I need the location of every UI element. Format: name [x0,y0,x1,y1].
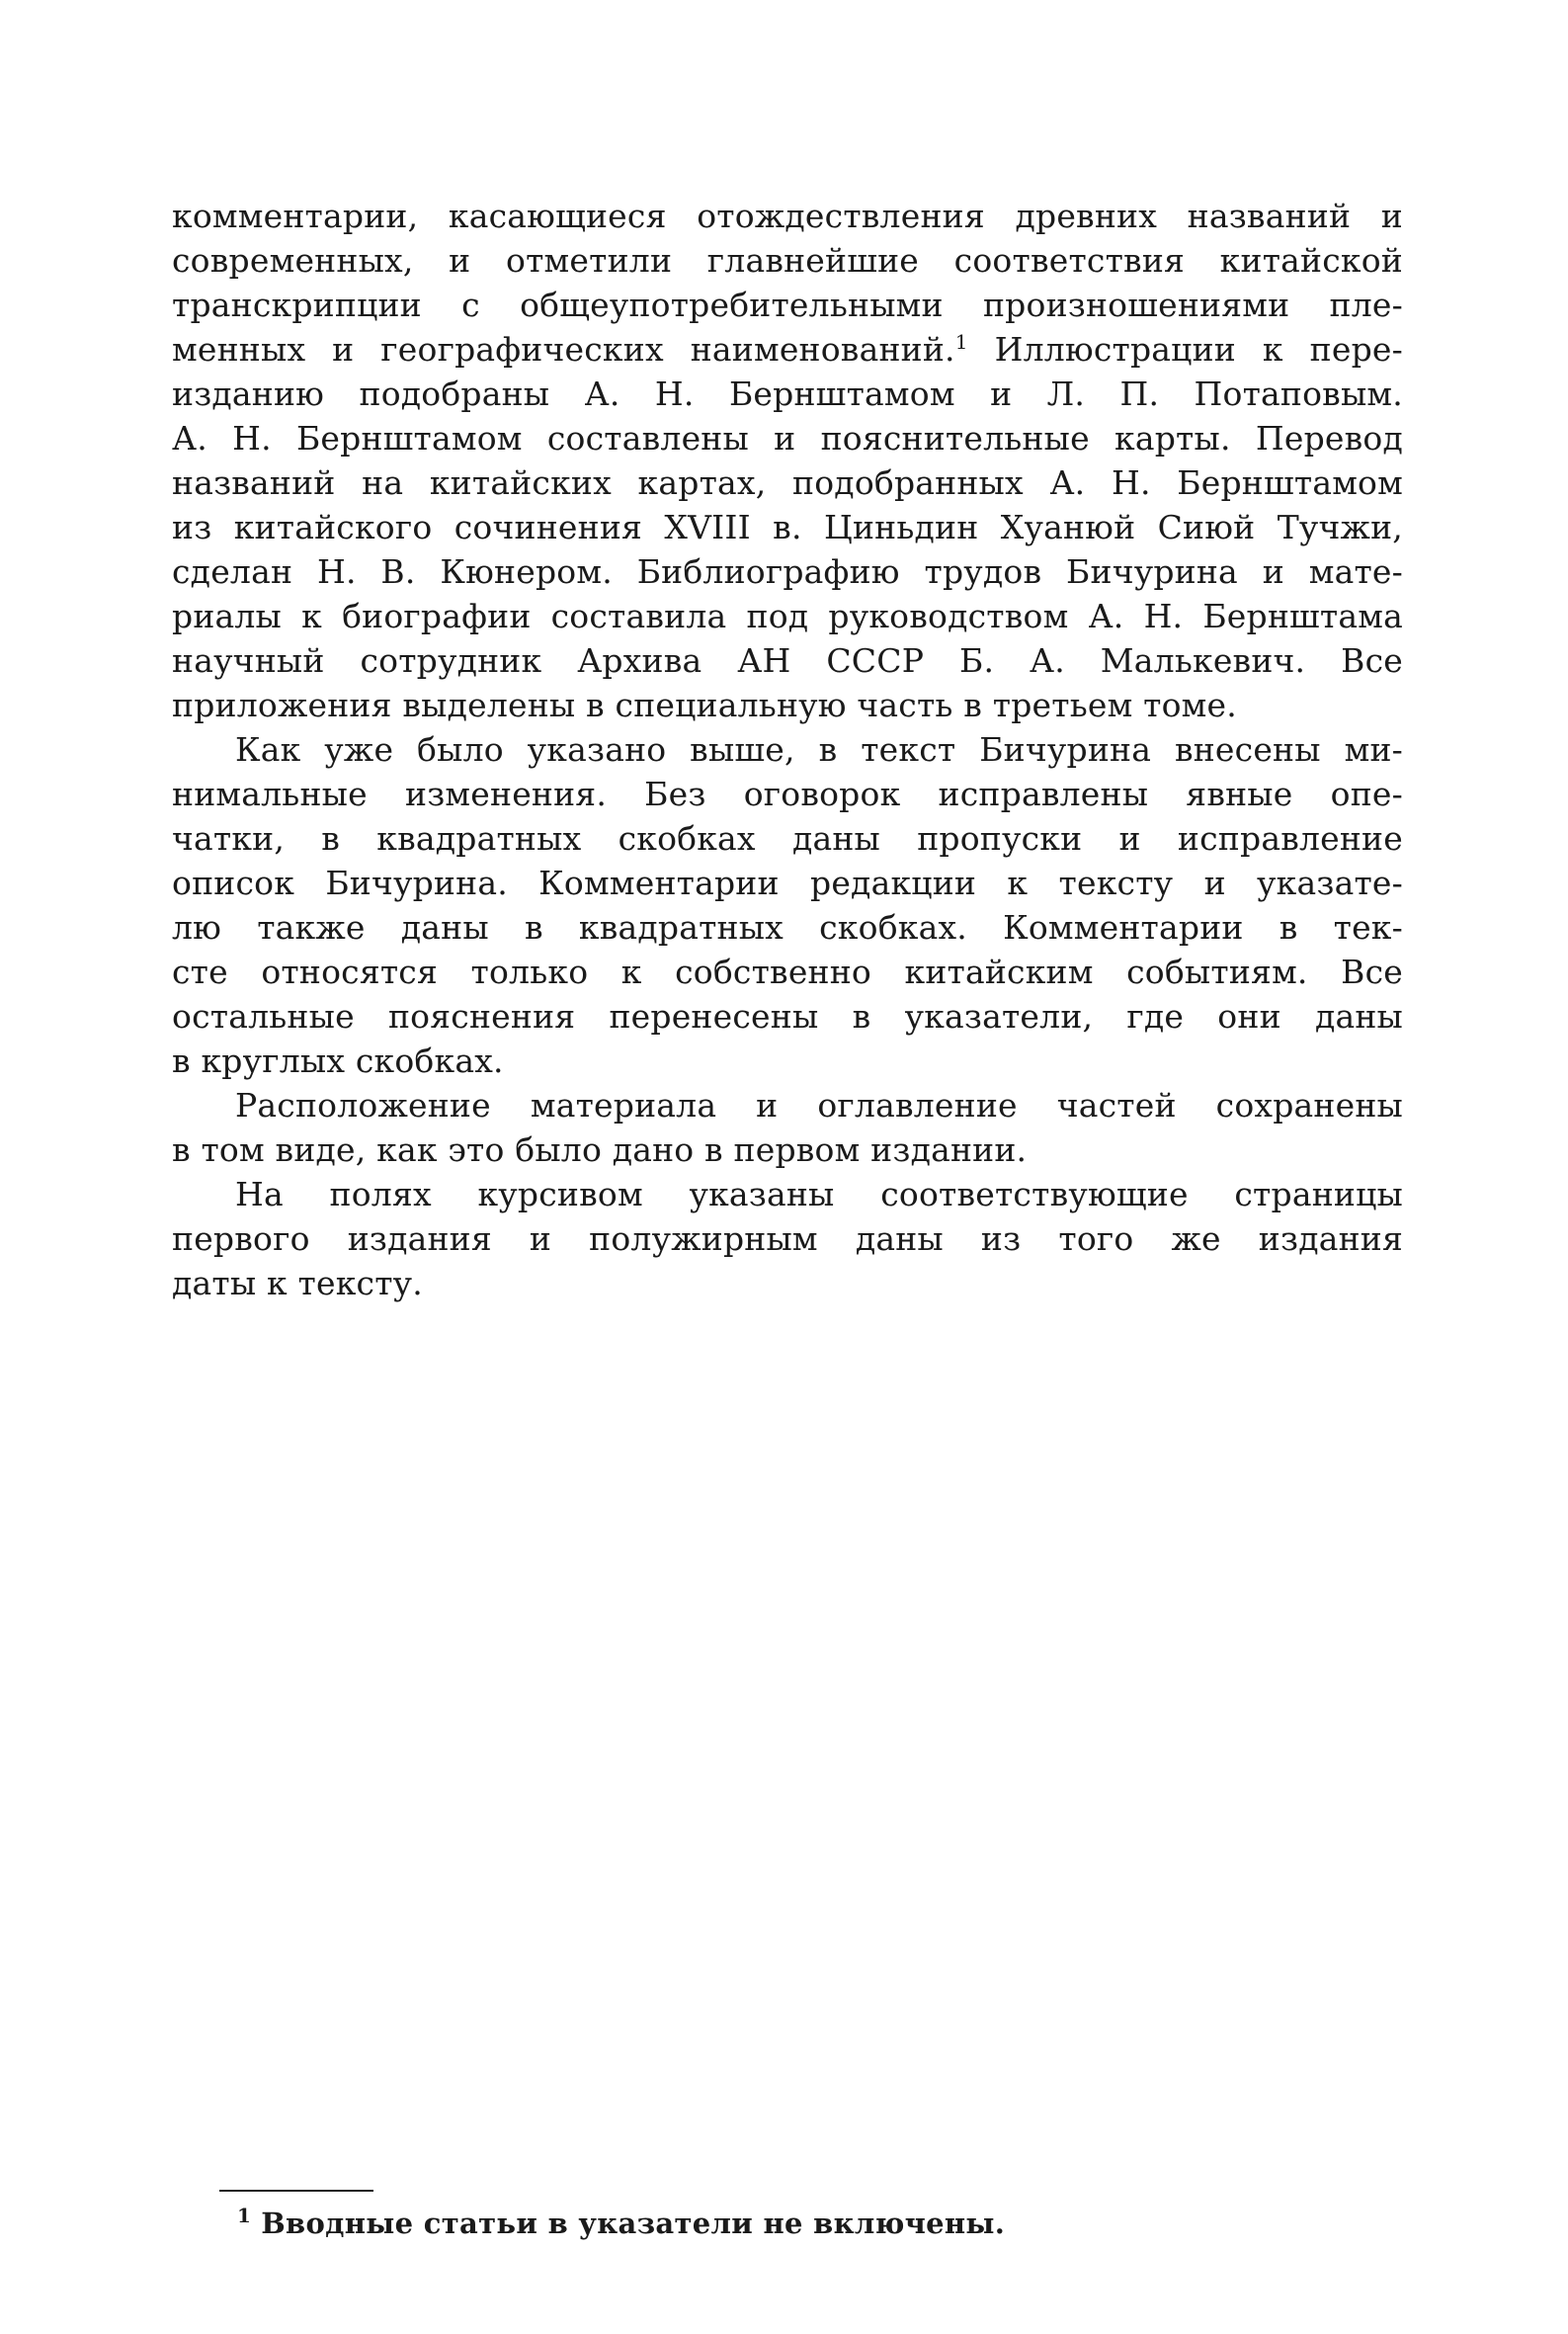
paragraph-2 [172,727,1403,1083]
text-line-with-footnote-ref [172,327,1403,372]
text-line: изданию подобраны А. Н. Бернштамом и Л. П. Потаповым. [172,375,1403,413]
text-line: первого издания и полужирным даны из того же издания [172,1219,1403,1258]
text-segment: Иллюстрации к пере- [967,330,1403,369]
text-line: остальные пояснения перенесены в указатели, где они даны [172,997,1403,1036]
text-line: описок Бичурина. Комментарии редакции к тексту и указате- [172,864,1403,902]
text-line: из китайского сочинения XVIII в. Циньдин Хуанюй Сиюй Тучжи, [172,508,1403,546]
text-line: названий на китайских картах, подобранных А. Н. Бернштамом [172,463,1403,502]
paragraph-3 [172,1083,1403,1172]
footnote-mark: 1 [237,2204,252,2228]
text-line: в круглых скобках. [172,1042,504,1080]
text-line: нимальные изменения. Без оговорок исправлены явные опе- [172,775,1403,813]
text-line: Расположение материала и оглавление частей сохранены [235,1086,1403,1125]
text-line: лю также даны в квадратных скобках. Комментарии в тек- [172,908,1403,947]
footnote [237,2204,1005,2243]
text-line: даты к тексту. [172,1264,423,1302]
text-segment: менных и географических наименований. [172,330,955,369]
body-text [172,194,1403,1305]
paragraph-4 [172,1172,1403,1305]
text-line: транскрипции с общеупотребительными произношениями пле- [172,286,1403,324]
text-line: современных, и отметили главнейшие соответствия китайской [172,241,1403,280]
footnote-ref[interactable]: 1 [954,330,968,354]
text-line: научный сотрудник Архива АН СССР Б. А. Малькевич. Все [172,641,1403,680]
text-line: комментарии, касающиеся отождествления древних названий и [172,197,1403,235]
text-line: А. Н. Бернштамом составлены и пояснительные карты. Перевод [172,419,1403,458]
text-line: приложения выделены в специальную часть в третьем томе. [172,686,1237,724]
text-line: в том виде, как это было дано в первом издании. [172,1130,1028,1169]
footnote-text: Вводные статьи в указатели не включены. [261,2207,1006,2240]
text-line: сделан Н. В. Кюнером. Библиографию трудов Бичурина и мате- [172,552,1403,591]
text-line: чатки, в квадратных скобках даны пропуски и исправление [172,819,1403,858]
text-line: риалы к биографии составила под руководством А. Н. Бернштама [172,597,1403,635]
paragraph-1 [172,194,1403,727]
text-line: На полях курсивом указаны соответствующие страницы [235,1175,1403,1213]
text-line: сте относятся только к собственно китайским событиям. Все [172,953,1403,991]
footnote-divider [219,2190,373,2192]
text-line: Как уже было указано выше, в текст Бичурина внесены ми- [235,730,1403,769]
